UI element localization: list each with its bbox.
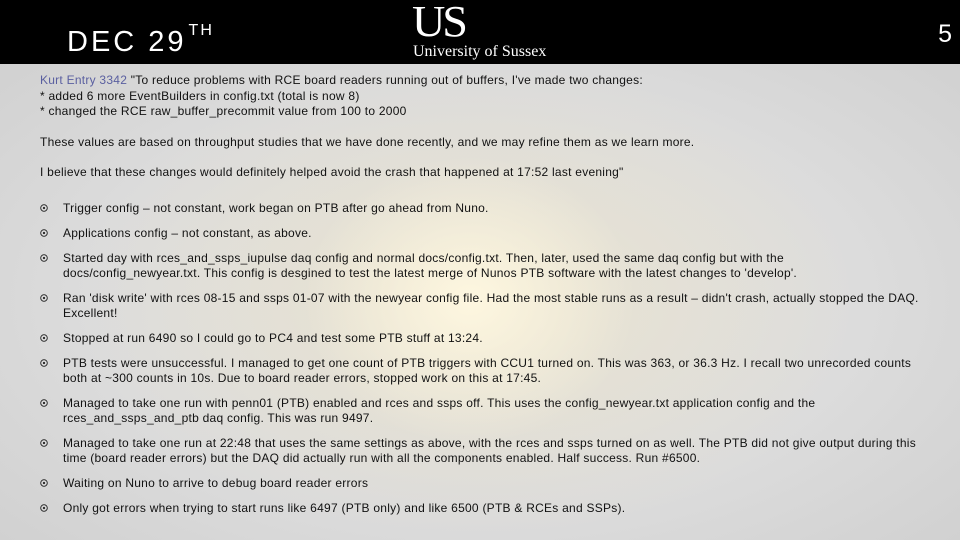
- list-item-text: Applications config – not constant, as above.: [63, 226, 312, 240]
- quote-line-3: * changed the RCE raw_buffer_precommit value from 100 to 2000: [40, 104, 407, 118]
- circle-dot-bullet-icon: [40, 439, 48, 447]
- list-item-text: Ran 'disk write' with rces 08-15 and ssps 01-07 with the newyear config file. Had the most stable runs as a result – didn't crash, actually stopped the DAQ. Excellent!: [63, 291, 919, 320]
- list-item-text: Stopped at run 6490 so I could go to PC4 and test some PTB stuff at 13:24.: [63, 331, 483, 345]
- list-item-text: Trigger config – not constant, work began on PTB after go ahead from Nuno.: [63, 201, 489, 215]
- circle-dot-bullet-icon: [40, 399, 48, 407]
- quote-line-1: [40, 73, 920, 89]
- slide-number: 5: [938, 20, 952, 48]
- quote-paragraph-3: I believe that these changes would definitely helped avoid the crash that happened at 17:52 last evening": [40, 165, 624, 179]
- list-item: [40, 201, 920, 216]
- bullet-list: [40, 201, 920, 526]
- list-item-text: Managed to take one run with penn01 (PTB) enabled and rces and ssps off. This uses the config_newyear.txt application config and the rces_and_ssps_and_ptb daq config. This was run 9497.: [63, 396, 816, 425]
- list-item: [40, 501, 920, 516]
- circle-dot-bullet-icon: [40, 204, 48, 212]
- title-suffix: TH: [188, 22, 214, 39]
- circle-dot-bullet-icon: [40, 254, 48, 262]
- slide-title: [67, 22, 214, 59]
- circle-dot-bullet-icon: [40, 479, 48, 487]
- list-item: [40, 436, 920, 466]
- quote-line-2: * added 6 more EventBuilders in config.txt (total is now 8): [40, 88, 360, 103]
- circle-dot-bullet-icon: [40, 359, 48, 367]
- list-item: [40, 251, 920, 281]
- list-item: [40, 476, 920, 491]
- list-item-text: PTB tests were unsuccessful. I managed to get one count of PTB triggers with CCU1 turned on. This was 363, or 36.3 Hz. I recall two unrecorded counts both at ~300 counts in 10s. Due to board reader errors, stopped work on this at 17:45.: [63, 356, 912, 385]
- list-item: [40, 331, 920, 346]
- university-logo-name: University of Sussex: [413, 43, 547, 60]
- list-item: [40, 226, 920, 241]
- entry-link[interactable]: Kurt Entry 3342: [40, 73, 128, 87]
- header-bar: [0, 0, 960, 64]
- quote-line-1-text: "To reduce problems with RCE board readers running out of buffers, I've made two changes:: [127, 73, 643, 87]
- circle-dot-bullet-icon: [40, 294, 48, 302]
- title-date: DEC 29: [67, 26, 187, 58]
- circle-dot-bullet-icon: [40, 229, 48, 237]
- list-item: [40, 356, 920, 386]
- circle-dot-bullet-icon: [40, 334, 48, 342]
- university-logo-mark: US: [412, 0, 465, 46]
- list-item-text: Only got errors when trying to start runs like 6497 (PTB only) and like 6500 (PTB & RCEs and SSPs).: [63, 501, 626, 515]
- list-item-text: Waiting on Nuno to arrive to debug board reader errors: [63, 476, 369, 490]
- list-item-text: Started day with rces_and_ssps_iupulse daq config and normal docs/config.txt. Then, later, used the same daq config but with the docs/config_newyear.txt. This config is desgined to test the latest merge of Nunos PTB software with the latest changes to 'develop'.: [63, 251, 797, 280]
- circle-dot-bullet-icon: [40, 504, 48, 512]
- quote-paragraph-2: These values are based on throughput studies that we have done recently, and we may refine them as we learn more.: [40, 134, 695, 149]
- list-item: [40, 291, 920, 321]
- quote-block: [40, 73, 920, 181]
- list-item-text: Managed to take one run at 22:48 that uses the same settings as above, with the rces and ssps turned on as well. The PTB did not give output during this time (board reader errors) but the DAQ did actually run with all the components enabled. Half success. Run #6500.: [63, 436, 916, 465]
- list-item: [40, 396, 920, 426]
